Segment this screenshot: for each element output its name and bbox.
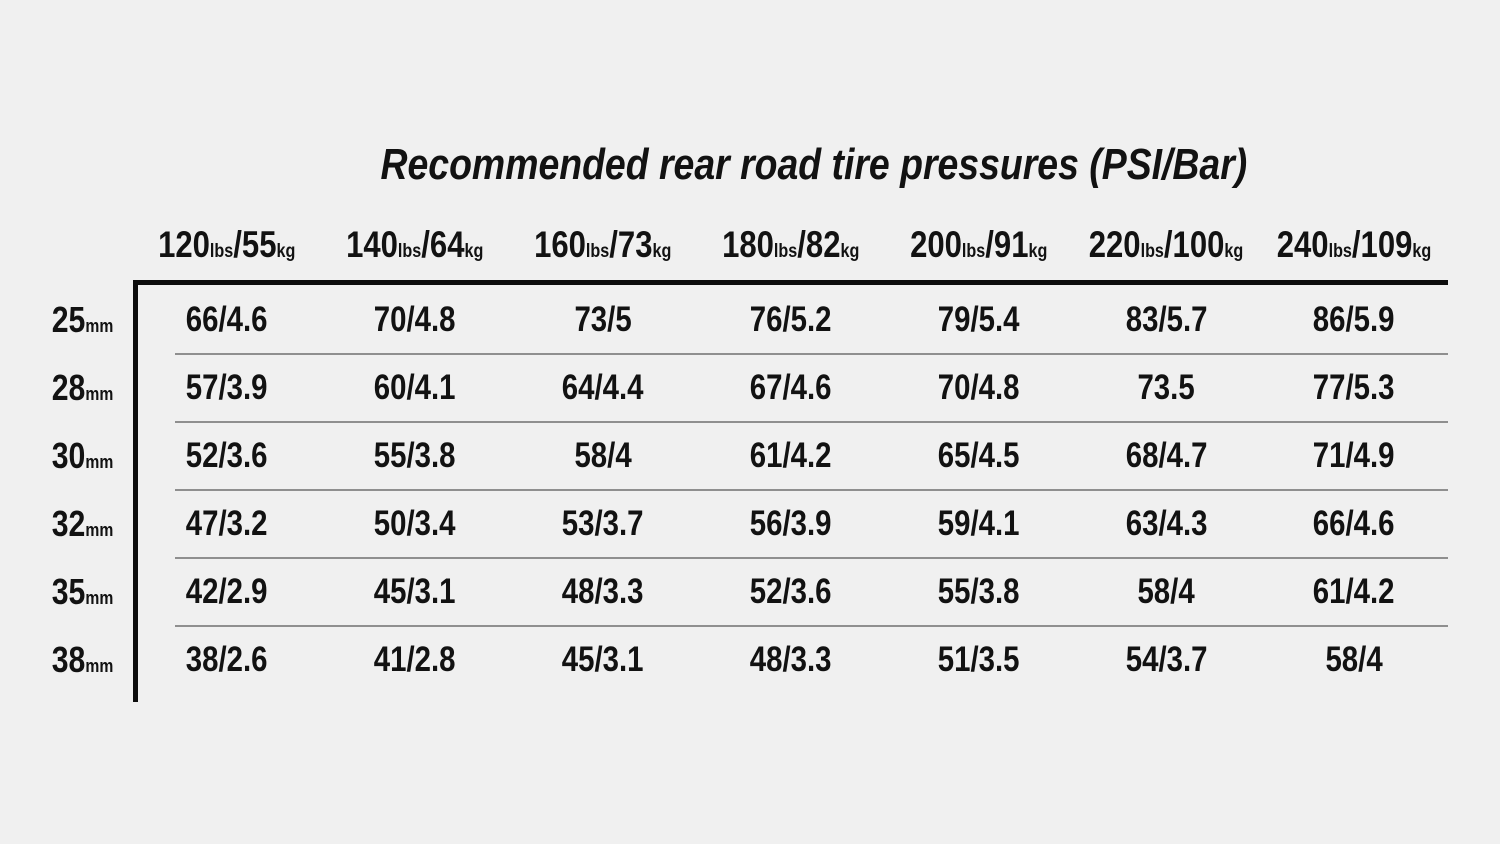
- column-header-160lbs: [509, 224, 697, 280]
- kg-unit: kg: [652, 241, 672, 262]
- pressure-cell: 55/3.8: [937, 572, 1020, 611]
- pressure-cell: 52/3.6: [749, 572, 832, 611]
- table-row-32mm: [0, 490, 1448, 558]
- page-title-text: Recommended rear road tire pressures (PSI/Bar): [380, 140, 1248, 189]
- tire-width: 25: [51, 299, 86, 340]
- pressure-cell: 71/4.9: [1313, 436, 1395, 475]
- separator: /: [984, 224, 994, 265]
- pressure-cell: 47/3.2: [186, 504, 268, 543]
- pressure-cell: 58/4: [1137, 572, 1195, 611]
- pressure-cell: 61/4.2: [1313, 572, 1395, 611]
- kg-unit: kg: [464, 241, 484, 262]
- kg-unit: kg: [276, 241, 296, 262]
- weight-lbs: 160: [533, 224, 586, 265]
- lbs-unit: lbs: [961, 241, 985, 262]
- table-row-38mm: [0, 626, 1448, 694]
- pressure-cell: 83/5.7: [1125, 300, 1208, 339]
- pressure-cell: 41/2.8: [373, 640, 456, 679]
- separator: /: [421, 224, 430, 265]
- row-header: [0, 367, 133, 409]
- kg-unit: kg: [1028, 241, 1047, 262]
- pressure-cell: 70/4.8: [373, 300, 456, 339]
- tire-width: 38: [51, 639, 86, 680]
- weight-lbs: 120: [158, 224, 211, 265]
- pressure-cell: 61/4.2: [749, 436, 832, 475]
- weight-lbs: 200: [909, 224, 962, 265]
- column-header-row: [0, 198, 1448, 280]
- pressure-cell: 79/5.4: [937, 300, 1020, 339]
- pressure-cell: 64/4.4: [561, 368, 644, 407]
- mm-unit: mm: [85, 655, 113, 676]
- pressure-cell: 50/3.4: [373, 504, 456, 543]
- pressure-cell: 59/4.1: [937, 504, 1020, 543]
- table-row-35mm: [0, 558, 1448, 626]
- separator: /: [233, 224, 243, 265]
- separator: /: [797, 224, 806, 265]
- lbs-unit: lbs: [585, 241, 610, 262]
- column-header-140lbs: [321, 224, 509, 280]
- mm-unit: mm: [85, 383, 113, 404]
- weight-kg: 91: [993, 224, 1029, 265]
- pressure-cell: 65/4.5: [937, 436, 1020, 475]
- kg-unit: kg: [1412, 241, 1432, 262]
- separator: /: [1164, 224, 1173, 265]
- separator: /: [609, 224, 618, 265]
- pressure-cell: 38/2.6: [186, 640, 268, 679]
- row-header: [0, 503, 133, 545]
- column-header-120lbs: [133, 224, 321, 280]
- weight-lbs: 240: [1276, 224, 1329, 265]
- weight-kg: 64: [429, 224, 465, 265]
- pressure-cell: 45/3.1: [373, 572, 456, 611]
- weight-kg: 100: [1172, 224, 1225, 265]
- mm-unit: mm: [85, 451, 113, 472]
- weight-kg: 109: [1360, 224, 1413, 265]
- pressure-cell: 76/5.2: [749, 300, 832, 339]
- pressure-cell: 52/3.6: [186, 436, 268, 475]
- pressure-cell: 73.5: [1137, 368, 1195, 407]
- row-header: [0, 571, 133, 613]
- tire-width: 32: [51, 503, 86, 544]
- pressure-cell: 58/4: [574, 436, 632, 475]
- corner-cell: [0, 266, 133, 280]
- pressure-cell: 51/3.5: [937, 640, 1020, 679]
- tire-width: 28: [51, 367, 86, 408]
- pressure-cell: 63/4.3: [1125, 504, 1208, 543]
- pressure-cell: 54/3.7: [1125, 640, 1208, 679]
- pressure-cell: 48/3.3: [561, 572, 644, 611]
- pressure-cell: 42/2.9: [186, 572, 268, 611]
- pressure-cell: 60/4.1: [373, 368, 456, 407]
- pressure-cell: 48/3.3: [749, 640, 832, 679]
- lbs-unit: lbs: [773, 241, 798, 262]
- column-header-240lbs: [1260, 224, 1448, 280]
- lbs-unit: lbs: [1328, 241, 1352, 262]
- lbs-unit: lbs: [1140, 241, 1165, 262]
- weight-lbs: 180: [721, 224, 774, 265]
- table-row-30mm: [0, 422, 1448, 490]
- pressure-cell: 57/3.9: [186, 368, 268, 407]
- top-axis-line: [133, 280, 1448, 285]
- pressure-cell: 45/3.1: [561, 640, 644, 679]
- column-header-220lbs: [1072, 224, 1260, 280]
- row-header: [0, 435, 133, 477]
- lbs-unit: lbs: [397, 241, 422, 262]
- page-title: [90, 140, 1500, 190]
- column-header-200lbs: [884, 224, 1072, 280]
- row-header: [0, 639, 133, 681]
- weight-kg: 55: [242, 224, 277, 265]
- separator: /: [1351, 224, 1361, 265]
- pressure-cell: 68/4.7: [1125, 436, 1208, 475]
- table-row-28mm: [0, 354, 1448, 422]
- pressure-cell: 58/4: [1325, 640, 1383, 679]
- tire-width: 30: [51, 435, 86, 476]
- pressure-cell: 77/5.3: [1313, 368, 1395, 407]
- row-header: [0, 299, 133, 341]
- mm-unit: mm: [85, 315, 113, 336]
- pressure-cell: 66/4.6: [186, 300, 268, 339]
- pressure-cell: 55/3.8: [373, 436, 456, 475]
- lbs-unit: lbs: [210, 241, 234, 262]
- weight-kg: 73: [617, 224, 653, 265]
- column-header-180lbs: [697, 224, 885, 280]
- tire-width: 35: [51, 571, 86, 612]
- pressure-cell: 70/4.8: [937, 368, 1020, 407]
- mm-unit: mm: [85, 587, 113, 608]
- mm-unit: mm: [85, 519, 113, 540]
- pressure-cell: 56/3.9: [749, 504, 832, 543]
- pressure-cell: 73/5: [574, 300, 632, 339]
- pressure-cell: 53/3.7: [561, 504, 644, 543]
- pressure-cell: 67/4.6: [749, 368, 832, 407]
- weight-lbs: 220: [1088, 224, 1141, 265]
- kg-unit: kg: [840, 241, 860, 262]
- kg-unit: kg: [1224, 241, 1244, 262]
- pressure-cell: 86/5.9: [1313, 300, 1395, 339]
- table-body: [0, 280, 1448, 694]
- weight-kg: 82: [805, 224, 841, 265]
- weight-lbs: 140: [346, 224, 398, 265]
- pressure-cell: 66/4.6: [1313, 504, 1395, 543]
- table-row-25mm: [0, 286, 1448, 354]
